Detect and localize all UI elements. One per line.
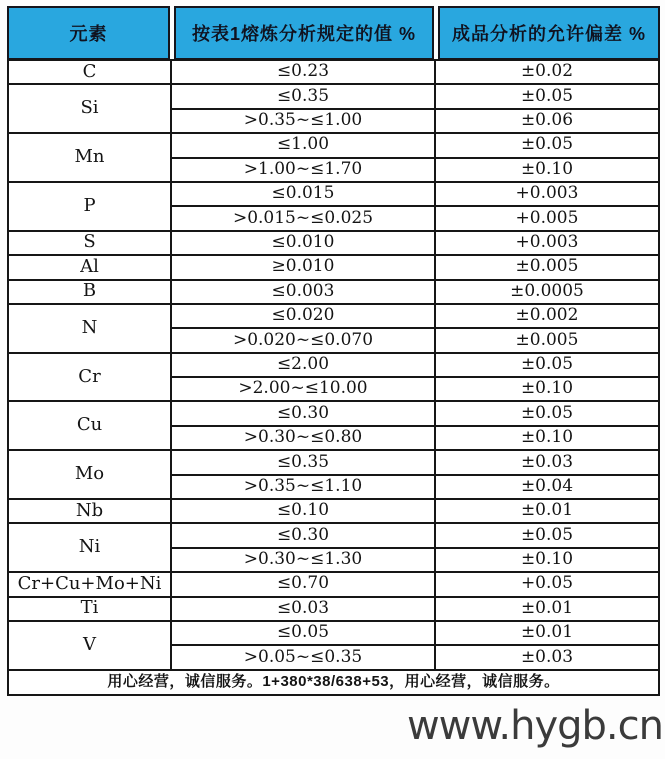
element-cell: Cu <box>8 401 171 450</box>
tolerance-cell: ±0.02 <box>435 60 659 84</box>
tolerance-cell: ±0.05 <box>435 523 659 547</box>
tolerance-cell: ±0.10 <box>435 548 659 572</box>
element-cell: C <box>8 60 171 84</box>
element-cell: B <box>8 280 171 304</box>
element-cell: Cr+Cu+Mo+Ni <box>8 572 171 596</box>
element-cell: Ni <box>8 523 171 572</box>
melt-value-cell: ≤0.10 <box>171 499 435 523</box>
tolerance-cell: ±0.01 <box>435 621 659 645</box>
footer-note: 用心经营，诚信服务。1+380*38/638+53，用心经营，诚信服务。 <box>8 670 659 695</box>
melt-value-cell: >0.05~≤0.35 <box>171 645 435 669</box>
element-cell: Cr <box>8 353 171 402</box>
watermark: www.hygb.cn <box>406 703 663 749</box>
table-row <box>8 304 659 328</box>
melt-value-cell: >2.00~≤10.00 <box>171 377 435 401</box>
table-row <box>8 621 659 645</box>
tolerance-cell: ±0.01 <box>435 597 659 621</box>
table-row <box>8 353 659 377</box>
melt-value-cell: ≥0.010 <box>171 255 435 279</box>
footer-row <box>8 670 659 695</box>
melt-value-cell: ≤0.010 <box>171 231 435 255</box>
tolerance-cell: ±0.005 <box>435 328 659 352</box>
tolerance-cell: ±0.0005 <box>435 280 659 304</box>
table-row <box>8 450 659 474</box>
table-row <box>8 231 659 255</box>
element-cell: Mo <box>8 450 171 499</box>
tolerance-cell: ±0.03 <box>435 645 659 669</box>
table-row <box>8 182 659 206</box>
tolerance-cell: ±0.002 <box>435 304 659 328</box>
melt-value-cell: ≤0.35 <box>171 84 435 108</box>
melt-value-cell: ≤0.015 <box>171 182 435 206</box>
melt-value-cell: ≤0.70 <box>171 572 435 596</box>
element-cell: S <box>8 231 171 255</box>
element-tolerance-table <box>7 59 660 696</box>
tolerance-cell: ±0.05 <box>435 353 659 377</box>
melt-value-cell: >1.00~≤1.70 <box>171 158 435 182</box>
melt-value-cell: ≤0.30 <box>171 401 435 425</box>
table-header <box>7 6 660 59</box>
melt-value-cell: ≤0.03 <box>171 597 435 621</box>
table-row <box>8 523 659 547</box>
tolerance-cell: ±0.05 <box>435 401 659 425</box>
tolerance-cell: +0.05 <box>435 572 659 596</box>
element-cell: Ti <box>8 597 171 621</box>
melt-value-cell: ≤0.35 <box>171 450 435 474</box>
tolerance-cell: ±0.05 <box>435 84 659 108</box>
table-row <box>8 133 659 157</box>
element-cell: Si <box>8 84 171 133</box>
melt-value-cell: ≤2.00 <box>171 353 435 377</box>
melt-value-cell: ≤1.00 <box>171 133 435 157</box>
melt-value-cell: ≤0.003 <box>171 280 435 304</box>
melt-value-cell: ≤0.05 <box>171 621 435 645</box>
element-cell: Nb <box>8 499 171 523</box>
element-cell: V <box>8 621 171 670</box>
melt-value-cell: ≤0.30 <box>171 523 435 547</box>
melt-value-cell: >0.015~≤0.025 <box>171 206 435 230</box>
tolerance-cell: ±0.04 <box>435 475 659 499</box>
table-row <box>8 572 659 596</box>
header-product-tolerance: 成品分析的允许偏差 % <box>438 6 660 59</box>
table-row <box>8 84 659 108</box>
melt-value-cell: ≤0.020 <box>171 304 435 328</box>
tolerance-cell: ±0.03 <box>435 450 659 474</box>
melt-value-cell: >0.35~≤1.00 <box>171 109 435 133</box>
tolerance-cell: +0.005 <box>435 206 659 230</box>
tolerance-cell: ±0.10 <box>435 377 659 401</box>
tolerance-cell: ±0.10 <box>435 158 659 182</box>
tolerance-cell: ±0.06 <box>435 109 659 133</box>
melt-value-cell: >0.30~≤1.30 <box>171 548 435 572</box>
melt-value-cell: ≤0.23 <box>171 60 435 84</box>
melt-value-cell: >0.020~≤0.070 <box>171 328 435 352</box>
melt-value-cell: >0.35~≤1.10 <box>171 475 435 499</box>
element-cell: N <box>8 304 171 353</box>
tolerance-cell: +0.003 <box>435 182 659 206</box>
table-row <box>8 499 659 523</box>
table-row <box>8 401 659 425</box>
header-element: 元素 <box>7 6 170 59</box>
table-row <box>8 60 659 84</box>
melt-value-cell: >0.30~≤0.80 <box>171 426 435 450</box>
tolerance-cell: ±0.10 <box>435 426 659 450</box>
tolerance-cell: ±0.01 <box>435 499 659 523</box>
tolerance-cell: ±0.005 <box>435 255 659 279</box>
header-melt-analysis-value: 按表1熔炼分析规定的值 % <box>174 6 434 59</box>
table-row <box>8 280 659 304</box>
table-row <box>8 597 659 621</box>
element-cell: P <box>8 182 171 231</box>
tolerance-cell: ±0.05 <box>435 133 659 157</box>
element-cell: Mn <box>8 133 171 182</box>
element-cell: Al <box>8 255 171 279</box>
table-row <box>8 255 659 279</box>
tolerance-cell: +0.003 <box>435 231 659 255</box>
